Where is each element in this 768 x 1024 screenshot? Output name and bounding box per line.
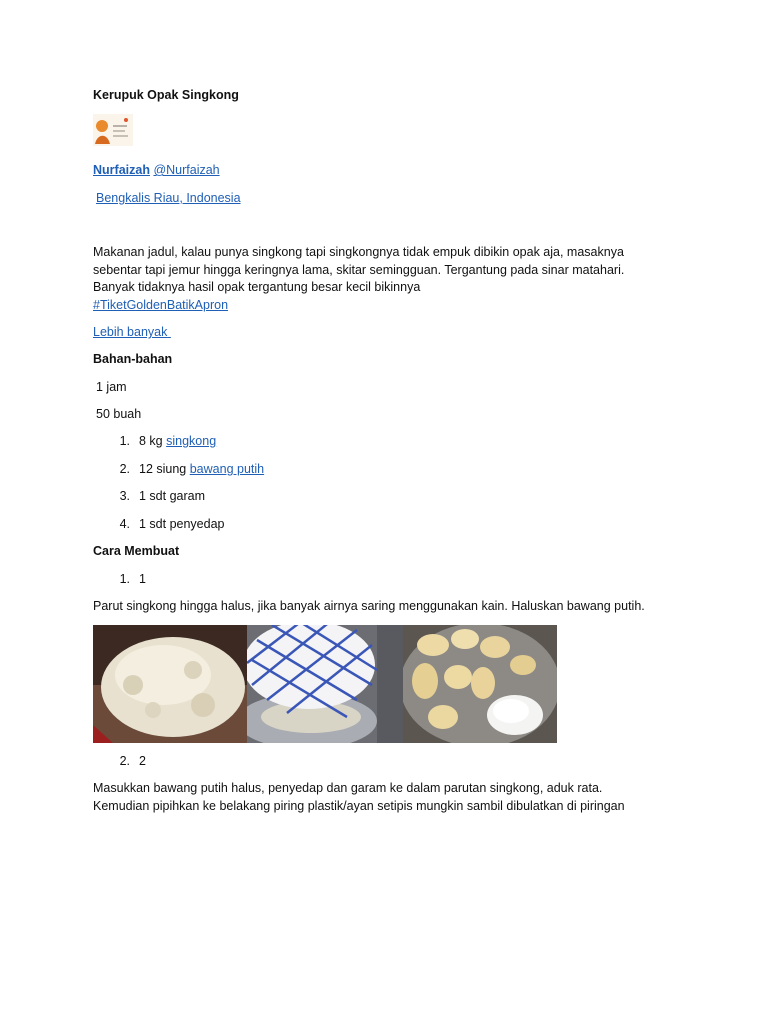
author-avatar-icon bbox=[93, 114, 133, 146]
step-line: Parut singkong hingga halus, jika banyak airnya saring menggunakan kain. Haluskan bawang putih. bbox=[93, 599, 645, 613]
location-line bbox=[93, 190, 241, 207]
step-photo-cloth-straining[interactable] bbox=[247, 625, 403, 743]
step-label: 2 bbox=[139, 754, 146, 768]
hashtag-link[interactable]: #TiketGoldenBatikApron bbox=[93, 297, 229, 312]
ingredient-item bbox=[0, 516, 768, 533]
ingredient-number: 4. bbox=[119, 517, 130, 531]
ingredient-text bbox=[139, 433, 216, 450]
more-link[interactable]: Lebih banyak bbox=[93, 325, 168, 339]
ingredient-text: 1 sdt garam bbox=[139, 489, 206, 503]
author-handle-link[interactable]: @Nurfaizah bbox=[153, 163, 220, 177]
ingredient-amount: 12 siung bbox=[139, 462, 190, 476]
ingredient-number: 2. bbox=[119, 462, 130, 476]
garlic-salt-photo-icon bbox=[403, 625, 557, 743]
step-number-row bbox=[0, 753, 768, 770]
author-name-link[interactable]: Nurfaizah bbox=[93, 163, 150, 177]
ingredient-amount: 8 kg bbox=[139, 434, 167, 448]
ingredient-text: 1 sdt penyedap bbox=[139, 517, 225, 531]
step-photo-grated-cassava[interactable] bbox=[93, 625, 247, 743]
location-link[interactable]: Bengkalis Riau, Indonesia bbox=[96, 191, 241, 205]
steps-heading: Cara Membuat bbox=[93, 544, 180, 558]
step-label: 1 bbox=[139, 572, 146, 586]
ingredients-heading: Bahan-bahan bbox=[93, 352, 173, 366]
recipe-description bbox=[93, 244, 673, 314]
step-number: 1. bbox=[119, 572, 130, 586]
ingredient-item bbox=[0, 488, 768, 505]
step-line: Masukkan bawang putih halus, penyedap dan garam ke dalam parutan singkong, aduk rata. bbox=[93, 781, 603, 795]
ingredient-text bbox=[139, 461, 264, 478]
cook-time: 1 jam bbox=[96, 380, 127, 394]
cloth-straining-photo-icon bbox=[247, 625, 403, 743]
step-line: Kemudian pipihkan ke belakang piring plastik/ayan setipis mungkin sambil dibulatkan di piringan bbox=[93, 798, 625, 813]
ingredient-number: 3. bbox=[119, 489, 130, 503]
ingredient-number: 1. bbox=[119, 434, 130, 448]
step-number-row bbox=[0, 571, 768, 588]
description-line: Makanan jadul, kalau punya singkong tapi singkongnya tidak empuk dibikin opak aja, masaknya bbox=[93, 245, 624, 259]
step-text bbox=[93, 780, 673, 815]
description-line: Banyak tidaknya hasil opak tergantung besar kecil bikinnya bbox=[93, 280, 421, 294]
servings: 50 buah bbox=[96, 407, 142, 421]
step-number: 2. bbox=[119, 754, 130, 768]
ingredient-item bbox=[0, 461, 768, 478]
more-line bbox=[93, 324, 171, 341]
recipe-title: Kerupuk Opak Singkong bbox=[93, 88, 239, 102]
ingredient-link[interactable]: bawang putih bbox=[189, 462, 265, 476]
step-photo-garlic-salt[interactable] bbox=[403, 625, 557, 743]
author-avatar[interactable] bbox=[93, 114, 133, 146]
description-line: sebentar tapi jemur hingga keringnya lama, skitar semingguan. Tergantung pada sinar matahari. bbox=[93, 262, 625, 277]
grated-cassava-photo-icon bbox=[93, 625, 247, 743]
author-line bbox=[93, 162, 220, 179]
ingredient-item bbox=[0, 433, 768, 450]
ingredient-link[interactable]: singkong bbox=[166, 434, 217, 448]
step-text bbox=[93, 598, 673, 616]
